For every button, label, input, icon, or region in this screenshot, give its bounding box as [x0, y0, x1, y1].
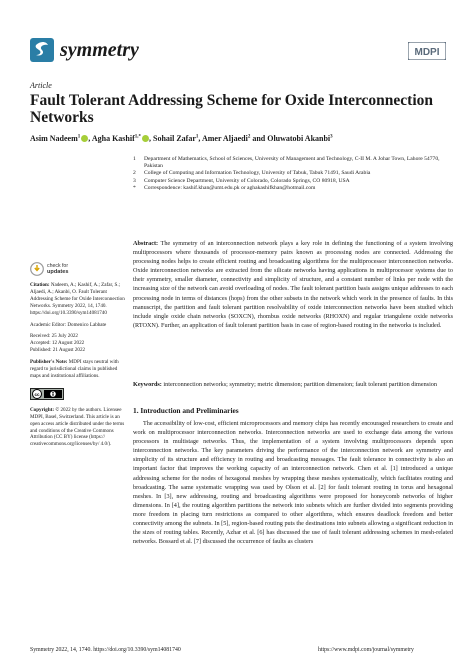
affiliation-mark: * [133, 184, 136, 191]
affiliation-text: Correspondence: kashif.khan@umt.edu.pk or aghakashifkhan@hotmail.com [144, 184, 316, 191]
keywords [133, 380, 453, 389]
sidebar [30, 262, 126, 453]
affiliation-item [133, 170, 453, 177]
orcid-icon[interactable] [142, 135, 149, 142]
mdpi-logo-icon [408, 42, 446, 60]
intro-paragraph: The accessibility of low-cost, efficient microprocessors and memory chips has recently encouraged researchers to create and work on multiprocessor interconnection networks. Interconnection networks are used to exchange data among the various processors in multistage networks. Thus, the implementation of a system involving multiprocessors depends upon interconnection networks. The key parameters driving the performance of the interconnection network are symmetry and simplicity of its structure and efficiency in routing and broadcasting messages. The fault tolerance in connectivity is also an important factor that improves the working capacity of an interconnection network. Chen et al. [1] introduced a unique addressing scheme for the nodes of hexagonal meshes by wrapping these meshes systematically, which facilitates routing and broadcasting. The same systematic wrapping was used by Olson et al. [2] for fault tolerant routing in torus and hexagonal meshes. In [3], new addressing, routing and broadcasting algorithms were proposed for honeycomb networks of higher dimensions. In [4], the routing algorithm partitions the network into subnets which are further divided into segments providing more freedom in placing turn restrictions as compared to other algorithms, which ensures deadlock freedom and better connectivity among the subnets. In [5], region-based routing puts the destinations into subnets allowing a significant reduction in the sizes of routing tables. Recently, Azhar et al. [6] has discussed the use of fault tolerant addressing schemes in mesh-related networks. Bossard et al. [7] discussed the occurrence of faults as clusters [133, 420, 453, 546]
abstract-label: Abstract: [133, 240, 159, 247]
author-affiliation-mark: 2 [247, 134, 251, 140]
author-affiliation-mark: 1 [195, 134, 199, 140]
author-affiliation-mark: 1 [77, 134, 81, 140]
accepted-date: Accepted: 12 August 2022 [30, 340, 85, 347]
copyright-text: © 2022 by the authors. Licensee MDPI, Basel, Switzerland. This article is an open access article distributed under the terms and conditions of the Creative Commons Attribution (CC BY) license (https:// creativecommons.org/licenses/by/ 4.0/). [30, 406, 125, 448]
author-name: Amer Aljaedi [201, 134, 248, 143]
publisher-note-text: MDPI stays neutral with regard to jurisdictional claims in published maps and institutional affiliations. [30, 359, 119, 379]
cc-by-license-icon[interactable] [30, 388, 64, 400]
affiliation-mark: 2 [133, 170, 136, 177]
abstract-text: The symmetry of an interconnection network plays a key role in defining the functioning of a system involving multiprocessors where thousands of processor-memory pairs known as processing nodes are connected. Addressing the processing nodes helps to create efficient routing and broadcasting algorithms for the multiprocessor interconnection networks. Oxide interconnection networks are extracted from the silicate networks having applications in multiprocessor systems due to their symmetry, smaller diameter, connectivity and simplicity of structure, and a constant number of links per node with the increasing size of the network can avoid overloading of nodes. The fault tolerant partition basis assigns unique addresses to each processing node in terms of distances (hops) from the other subsets in the network which work in the presence of faults. In this manuscript, the partition and fault tolerant partition resolvability of oxide interconnection networks have been studied which include single oxide chain networks (SOXCN), rhombus oxide networks (RHOXN) and regular triangulene oxide networks (RTOXN). Further, an application of fault tolerant partition basis in case of region-based routing in the networks is included. [133, 240, 454, 329]
publisher-note [30, 359, 126, 380]
author-name: Asim Nadeem [30, 134, 78, 143]
keywords-label: Keywords: [133, 381, 162, 388]
affiliation-mark: 3 [133, 177, 136, 184]
copyright-block [30, 407, 126, 448]
citation-block [30, 282, 126, 317]
author-separator: , [88, 134, 92, 143]
affiliation-text: Department of Mathematics, School of Sciences, University of Management and Technology, C-II M. A Johar Town, Lahore 54770, Pakistan [144, 156, 440, 170]
affiliation-item [133, 156, 453, 170]
published-date: Published: 21 August 2022 [30, 347, 86, 354]
author-affiliation-mark: 1,* [134, 134, 141, 140]
cc-badge-text: cc [34, 391, 40, 397]
article-type: Article [30, 81, 52, 90]
affiliations [133, 156, 453, 192]
section-heading: 1. Introduction and Preliminaries [133, 406, 239, 415]
citation-text: Nadeem, A.; Kashif, A.; Zafar, S.; Aljaedi, A.; Akanbi, O. Fault Tolerant Addressing Scheme for Oxide Interconnection Networks. Symmetry 2022, 14, 1740. https://doi.org/10.3390/sym14081740 [30, 282, 125, 316]
received-date: Received: 25 July 2022 [30, 333, 78, 340]
affiliation-item [133, 178, 453, 185]
keywords-text: interconnection networks; symmetry; metric dimension; partition dimension; fault tolerant partition dimension [163, 381, 437, 388]
abstract [133, 239, 453, 330]
check-for-updates-button[interactable] [30, 262, 126, 276]
affiliation-item [133, 185, 453, 192]
check-updates-line1: check for [47, 263, 69, 269]
author-name: Sohail Zafar [153, 134, 196, 143]
editor-line: Academic Editor: Domenico Labbate [30, 321, 107, 328]
footer-journal-url[interactable]: https://www.mdpi.com/journal/symmetry [318, 647, 414, 653]
author-affiliation-mark: 3 [330, 134, 333, 140]
publisher-name: MDPI [414, 47, 440, 58]
journal-name: symmetry [60, 39, 139, 61]
affiliation-text: College of Computing and Information Technology, University of Tabuk, Tabuk 71491, Saudi Arabia [144, 170, 371, 177]
author-name: Oluwatobi Akanbi [267, 134, 331, 143]
citation-label: Citation: [30, 282, 50, 288]
affiliation-text: Computer Science Department, University of Colorado, Colorado Springs, CO 80918, USA [144, 177, 350, 184]
author-separator: and [250, 134, 268, 143]
author-separator: , [198, 134, 202, 143]
author-list [30, 134, 460, 143]
check-updates-line2: updates [47, 269, 69, 275]
affiliation-mark: 1 [133, 156, 136, 162]
copyright-label: Copyright: [30, 406, 55, 413]
article-title: Fault Tolerant Addressing Scheme for Oxide Interconnection Networks [30, 92, 434, 126]
check-updates-icon [30, 262, 44, 276]
publisher-note-label: Publisher's Note: [30, 359, 68, 366]
footer-citation: Symmetry 2022, 14, 1740. https://doi.org/10.3390/sym14081740 [30, 647, 181, 653]
author-separator: , [149, 134, 153, 143]
symmetry-logo-icon [30, 38, 54, 62]
author-name: Agha Kashif [91, 134, 135, 143]
